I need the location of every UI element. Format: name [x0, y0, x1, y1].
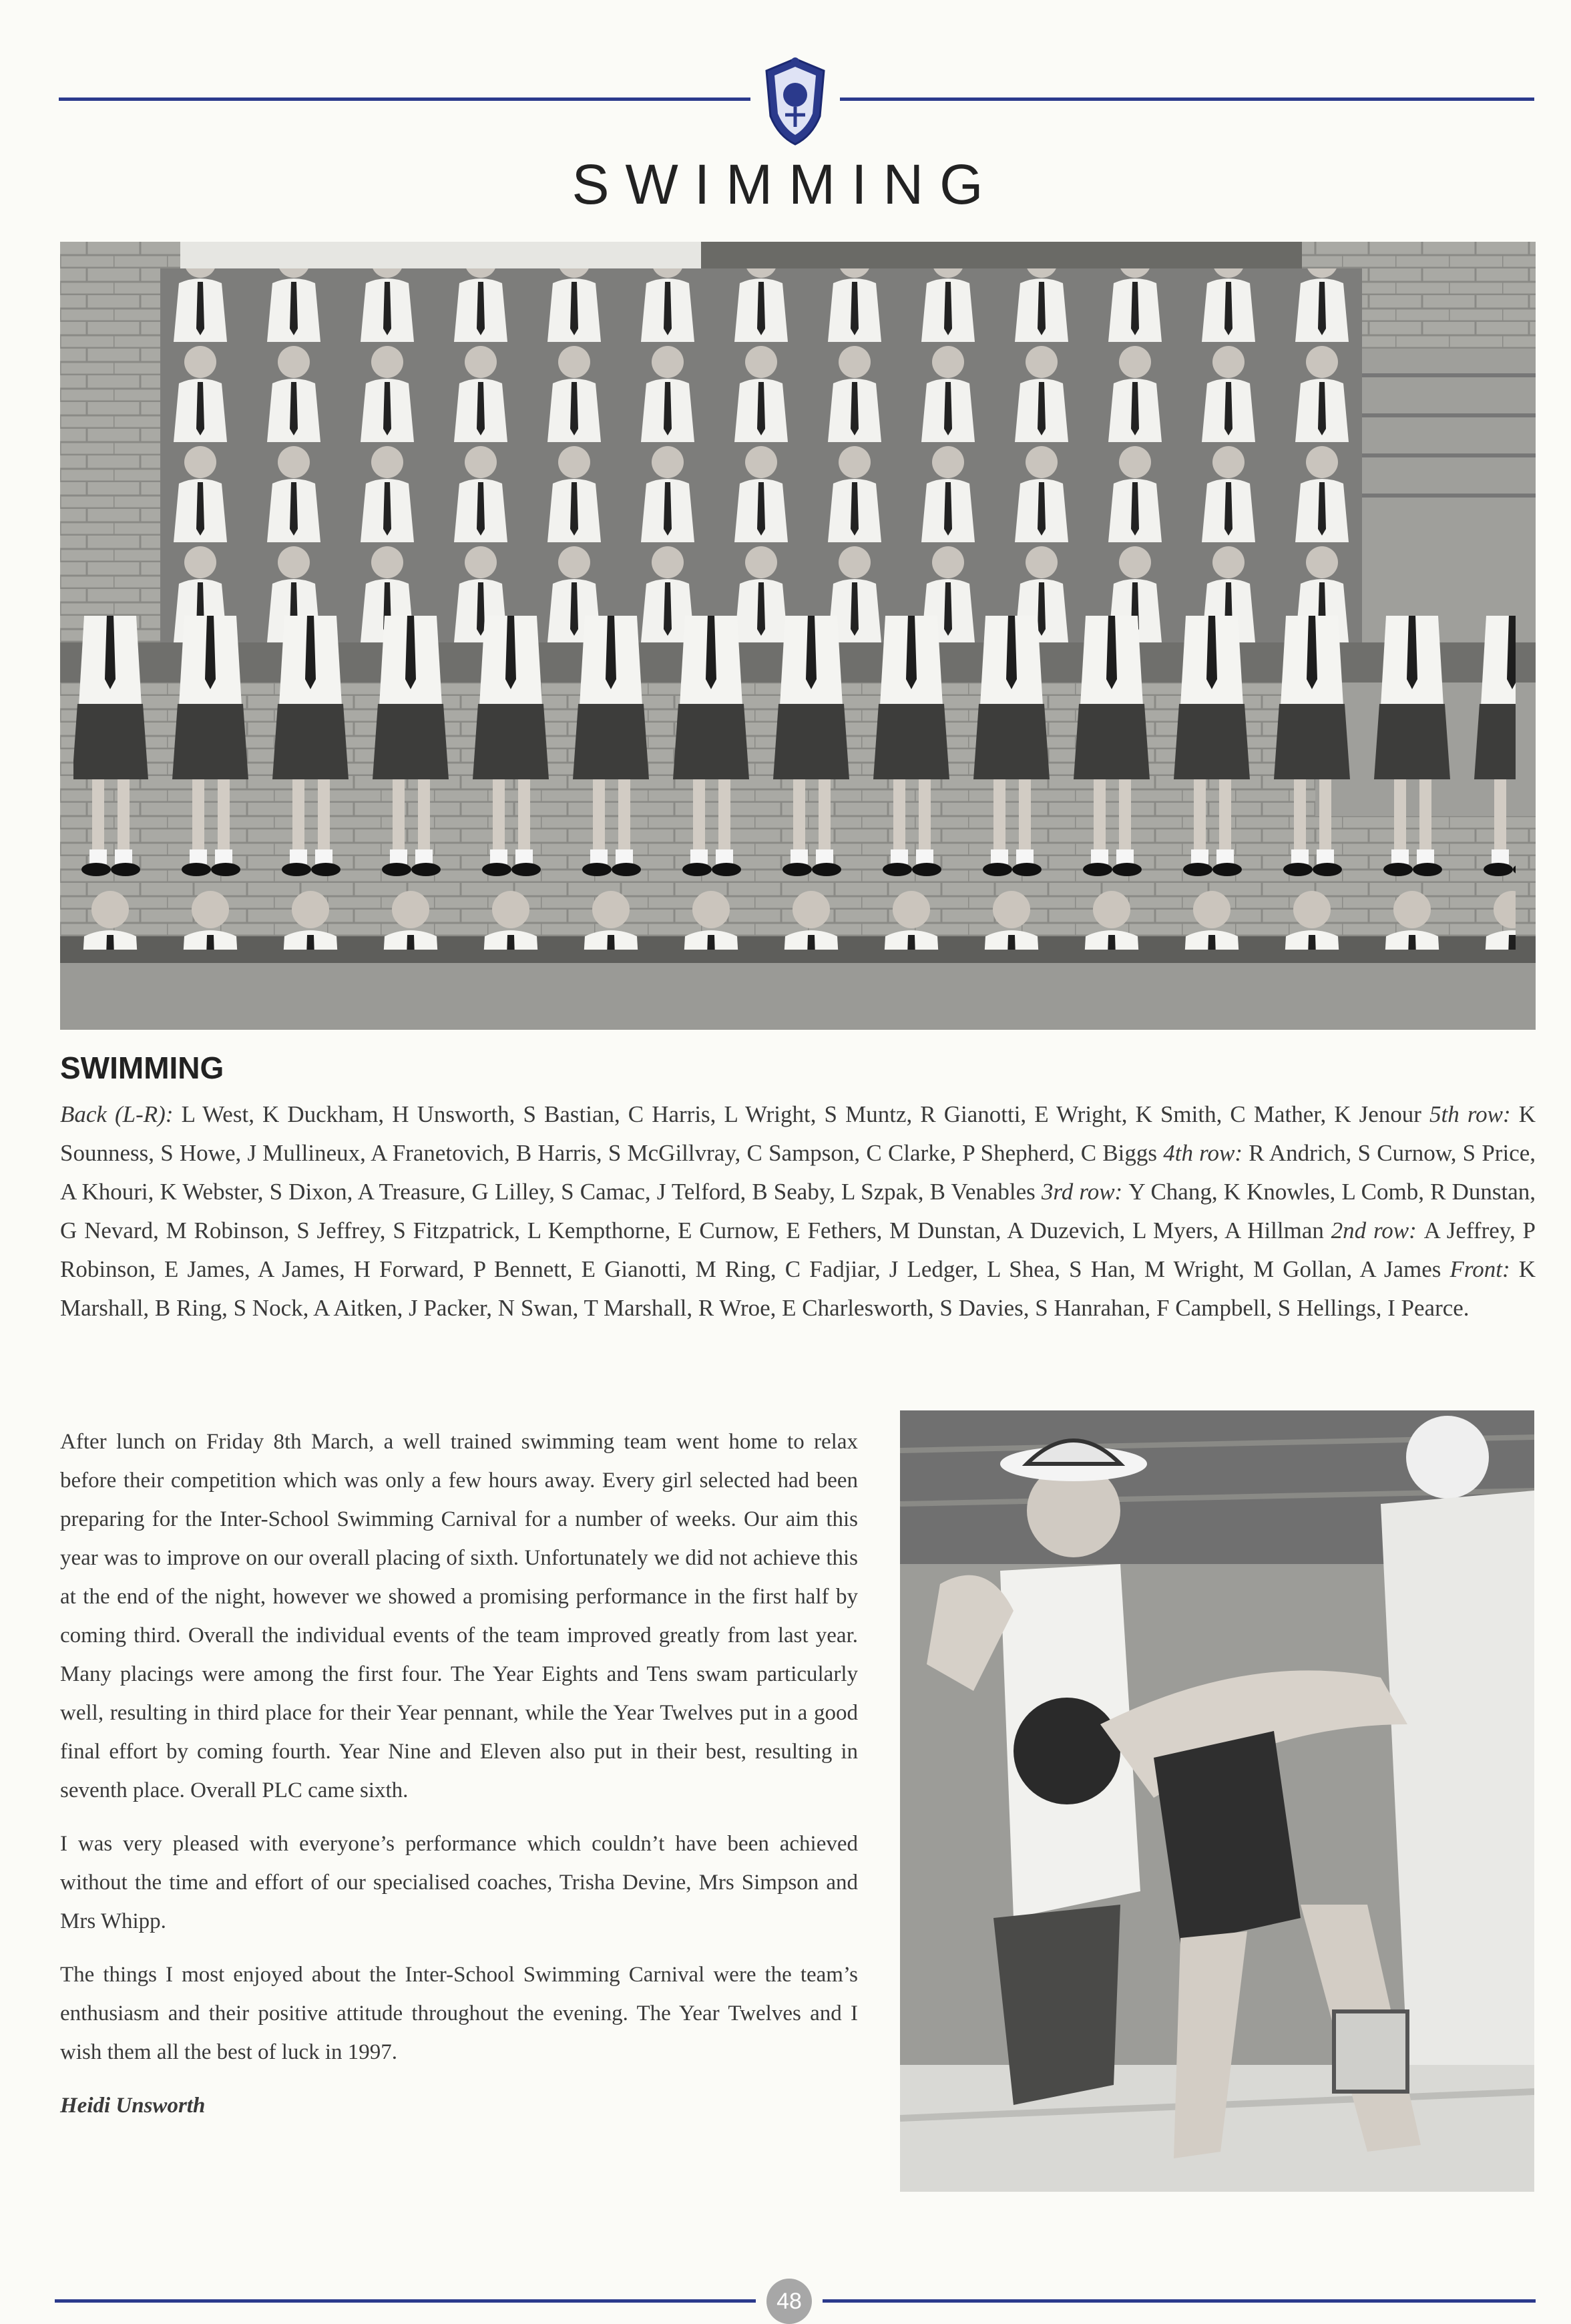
caption-names-front: K Marshall, B Ring, S Nock, A Aitken, J Packer, N Swan, T Marshall, R Wroe, E Charlesworth, S Davies, S Hanrahan, F Campbell, S Hellings, I Pearce. [60, 1256, 1536, 1321]
page-title: SWIMMING [572, 153, 999, 216]
caption-names-back: L West, K Duckham, H Unsworth, S Bastian, C Harris, L Wright, S Muntz, R Gianotti, E Wright, K Smith, C Mather, K Jenour [181, 1101, 1430, 1127]
caption-names-4th-row: R Andrich, S Curnow, S Price, A Khouri, K Webster, S Dixon, A Treasure, G Lilley, S Camac, J Telford, B Seaby, L Szpak, B Venables [60, 1140, 1536, 1205]
page-number-badge: 48 [766, 2279, 812, 2324]
article-body [60, 1422, 858, 2140]
swimmers-diving-photo [900, 1410, 1534, 2192]
team-photo-image [60, 242, 1536, 1030]
caption-label-5th-row: 5th row: [1429, 1101, 1519, 1127]
caption-names-3rd-row: Y Chang, K Knowles, L Comb, R Dunstan, G Nevard, M Robinson, S Jeffrey, S Fitzpatrick, L Kempthorne, E Curnow, E Fethers, M Dunstan, A Duzevich, L Myers, A Hillman [60, 1179, 1536, 1243]
article-paragraph: I was very pleased with everyone’s performance which couldn’t have been achieved without the time and effort of our specialised coaches, Trisha Devine, Mrs Simpson and Mrs Whipp. [60, 1832, 858, 1933]
header-rule-left [59, 98, 750, 101]
caption-heading: SWIMMING [60, 1050, 224, 1085]
footer-rule-right [823, 2299, 1536, 2303]
article-paragraph: The things I most enjoyed about the Inter-School Swimming Carnival were the team’s enthusiasm and their positive attitude throughout the evening. The Year Twelves and I wish them all the best of luck in 1997. [60, 1963, 858, 2064]
caption-label-4th-row: 4th row: [1163, 1140, 1249, 1166]
header-rule-right [840, 98, 1534, 101]
caption-label-2nd-row: 2nd row: [1331, 1217, 1424, 1243]
team-group-photo [60, 242, 1536, 1030]
caption-names-5th-row: K Sounness, S Howe, J Mullineux, A Franetovich, B Harris, S McGillvray, C Sampson, C Clarke, P Shepherd, C Biggs [60, 1101, 1536, 1166]
school-crest-icon [758, 55, 832, 148]
article-paragraph: After lunch on Friday 8th March, a well trained swimming team went home to relax before their competition which was only a few hours away. Every girl selected had been preparing for the Inter-School Swimming Carnival for a number of weeks. Our aim this year was to improve on our overall placing of sixth. Unfortunately we did not achieve this at the end of the night, however we showed a promising performance in the first half by coming third. Overall the individual events of the team improved greatly from last year. Many placings were among the first four. The Year Eights and Tens swam particularly well, resulting in third place for their Year pennant, while the Year Twelves put in a good final effort by coming fourth. Year Nine and Eleven also put in their best, resulting in seventh place. Overall PLC came sixth. [60, 1430, 858, 1802]
swim-photo-image [900, 1410, 1534, 2192]
caption-names [60, 1095, 1536, 1328]
article-author: Heidi Unsworth [60, 2094, 206, 2118]
caption-label-back: Back (L-R): [60, 1101, 182, 1127]
footer-rule-left [55, 2299, 756, 2303]
caption-label-front: Front: [1449, 1256, 1519, 1282]
caption-names-2nd-row: A Jeffrey, P Robinson, E James, A James, H Forward, P Bennett, E Gianotti, M Ring, C Fadjiar, J Ledger, L Shea, S Han, M Wright, M Gollan, A James [60, 1217, 1536, 1282]
caption-label-3rd-row: 3rd row: [1041, 1179, 1129, 1205]
